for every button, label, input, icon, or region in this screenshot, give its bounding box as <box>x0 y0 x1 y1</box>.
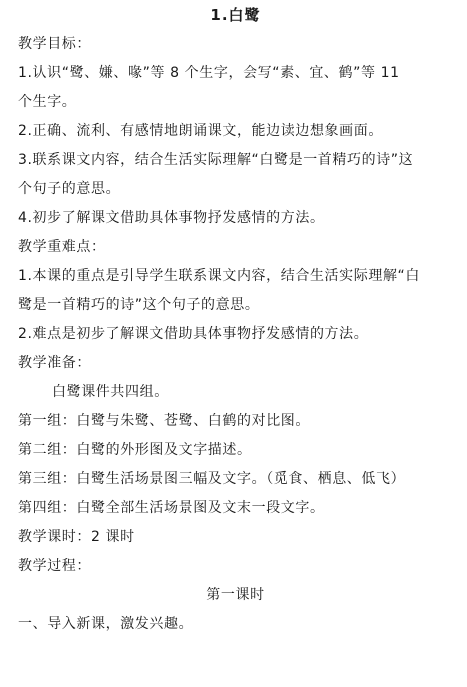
prep-heading: 教学准备： <box>18 355 91 371</box>
prep-item-1: 第一组：白鹭与朱鹭、苍鹭、白鹤的对比图。 <box>18 413 310 429</box>
key-point-1-line-1: 1.本课的重点是引导学生联系课文内容，结合生活实际理解“白 <box>18 268 421 284</box>
teaching-hours: 教学课时：2 课时 <box>18 529 135 545</box>
goal-4: 4.初步了解课文借助具体事物抒发感情的方法。 <box>18 210 325 226</box>
key-point-1-line-2: 鹭是一首精巧的诗”这个句子的意思。 <box>18 297 260 313</box>
goal-1-line-1: 1.认识“鹭、嫌、喙”等 8 个生字，会写“素、宜、鹤”等 11 <box>18 65 400 81</box>
prep-item-4: 第四组：白鹭全部生活场景图及文末一段文字。 <box>18 500 325 516</box>
goals-heading: 教学目标： <box>18 36 91 52</box>
prep-item-2: 第二组：白鹭的外形图及文字描述。 <box>18 442 252 458</box>
goal-2: 2.正确、流利、有感情地朗诵课文，能边读边想象画面。 <box>18 123 383 139</box>
prep-item-3: 第三组：白鹭生活场景图三幅及文字。（觅食、栖息、低飞） <box>18 471 406 487</box>
lesson-heading: 第一课时 <box>206 587 265 603</box>
key-point-2: 2.难点是初步了解课文借助具体事物抒发感情的方法。 <box>18 326 369 342</box>
goal-1-line-2: 个生字。 <box>18 94 77 110</box>
key-points-heading: 教学重难点： <box>18 239 106 255</box>
process-heading: 教学过程： <box>18 558 91 574</box>
goal-3-line-2: 个句子的意思。 <box>18 181 121 197</box>
document-title: 1.白鹭 <box>210 6 261 24</box>
goal-3-line-1: 3.联系课文内容，结合生活实际理解“白鹭是一首精巧的诗”这 <box>18 152 414 168</box>
step-1: 一、导入新课，激发兴趣。 <box>18 616 194 632</box>
prep-intro: 白鹭课件共四组。 <box>52 384 169 400</box>
